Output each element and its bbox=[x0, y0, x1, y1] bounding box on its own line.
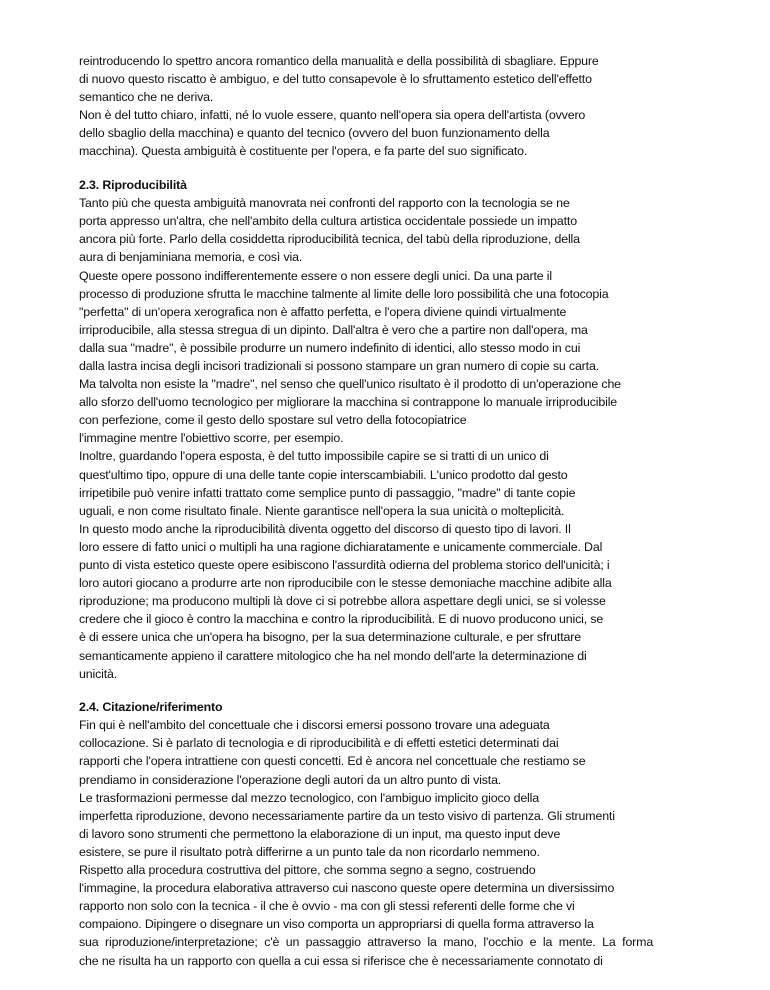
text-line: prendiamo in considerazione l'operazione degli autori da un altro punto di vista. bbox=[79, 772, 502, 787]
section-citazione-riferimento bbox=[79, 698, 719, 969]
text-line: che ne risulta ha un rapporto con quella a cui essa si riferisce che è necessariamente connotato di bbox=[79, 953, 603, 968]
text-line: irripetibile può venire infatti trattato come semplice punto di passaggio, "madre" di tante copie bbox=[79, 485, 576, 500]
section-heading: 2.4. Citazione/riferimento bbox=[79, 700, 223, 715]
text-line: esistere, se pure il risultato potrà differirne a un punto tale da non ricordarlo nemmeno. bbox=[79, 844, 540, 859]
text-line: dello sbaglio della macchina) e quanto del tecnico (ovvero del buon funzionamento della bbox=[79, 126, 550, 141]
text-line: Fin qui è nell'ambito del concettuale che i discorsi emersi possono trovare una adeguata bbox=[79, 718, 550, 733]
text-line: credere che il gioco è contro la macchina e contro la riproducibilità. E di nuovo producono unici, se bbox=[79, 612, 604, 627]
text-line: Inoltre, guardando l'opera esposta, è del tutto impossibile capire se si tratti di un unico di bbox=[79, 449, 549, 464]
text-line: aura di benjaminiana memoria, e così via. bbox=[79, 250, 303, 265]
text-line: irriproducibile, alla stessa stregua di un dipinto. Dall'altra è vero che a partire non dall'opera, ma bbox=[79, 322, 588, 337]
section-riproducibilita bbox=[79, 176, 719, 683]
text-line: Ma talvolta non esiste la "madre", nel senso che quell'unico risultato è il prodotto di un'operazione che bbox=[79, 377, 621, 392]
text-line: processo di produzione sfrutta le macchine talmente al limite delle loro possibilità che una fotocopia bbox=[79, 286, 609, 301]
text-line: allo sforzo dell'uomo tecnologico per migliorare la macchina si contrappone lo manuale irriproducibile bbox=[79, 395, 618, 410]
text-line: loro autori giocano a produrre arte non riproducibile con le stesse demoniache macchine adibite alla bbox=[79, 576, 612, 591]
text-line: loro essere di fatto unici o multipli ha una ragione dichiaratamente e unicamente commerciale. Dal bbox=[79, 539, 603, 554]
text-line: rapporto non solo con la tecnica - il che è ovvio - ma con gli stessi referenti delle forme che vi bbox=[79, 899, 575, 914]
text-line: riproduzione; ma producono multipli là dove ci si potrebbe allora aspettare degli unici, se si volesse bbox=[79, 594, 606, 609]
text-line: Le trasformazioni permesse dal mezzo tecnologico, con l'ambiguo implicito gioco della bbox=[79, 790, 540, 805]
text-line: uguali, e non come risultato finale. Niente garantisce nell'opera la sua unicità o molteplicità. bbox=[79, 503, 565, 518]
text-line: compaiono. Dipingere o disegnare un viso comporta un appropriarsi di quella forma attraverso la bbox=[79, 917, 594, 932]
text-line: sua riproduzione/interpretazione; c'è un passaggio attraverso la mano, l'occhio e la mente. La forma bbox=[79, 935, 654, 950]
text-line: Rispetto alla procedura costruttiva del pittore, che somma segno a segno, costruendo bbox=[79, 863, 536, 878]
text-line: dalla sua "madre", è possibile produrre un numero indefinito di identici, allo stesso modo in cui bbox=[79, 340, 581, 355]
text-line: di lavoro sono strumenti che permettono la elaborazione di un input, ma questo input deve bbox=[79, 826, 561, 841]
text-line: è di essere unica che un'opera ha bisogno, per la sua determinazione culturale, e per sfruttare bbox=[79, 630, 581, 645]
text-line: quest'ultimo tipo, oppure di una delle tante copie interscambiabili. L'unico prodotto dal gesto bbox=[79, 467, 568, 482]
text-line: rapporti che l'opera intrattiene con questi concetti. Ed è ancora nel concettuale che restiamo se bbox=[79, 754, 586, 769]
text-line: Tanto più che questa ambiguità manovrata nei confronti del rapporto con la tecnologia se ne bbox=[79, 196, 570, 211]
text-line: semanticamente appieno il carattere mitologico che ha nel mondo dell'arte la determinazione di bbox=[79, 648, 587, 663]
text-line: unicità. bbox=[79, 666, 118, 681]
text-line: l'immagine mentre l'obiettivo scorre, per esempio. bbox=[79, 431, 344, 446]
paragraph-gap bbox=[79, 161, 719, 177]
paragraph-gap bbox=[79, 683, 719, 699]
intro-paragraphs bbox=[79, 52, 719, 161]
text-line: reintroducendo lo spettro ancora romantico della manualità e della possibilità di sbagliare. Eppure bbox=[79, 54, 599, 68]
text-line: l'immagine, la procedura elaborativa attraverso cui nascono queste opere determina un diversissimo bbox=[79, 881, 615, 896]
section-heading: 2.3. Riproducibilità bbox=[79, 178, 187, 193]
text-line: con perfezione, come il gesto dello spostare sul vetro della fotocopiatrice bbox=[79, 413, 467, 428]
text-line: punto di vista estetico queste opere esibiscono l'assurdità odierna del problema storico dell'unicità; i bbox=[79, 558, 610, 573]
text-line: porta appresso un'altra, che nell'ambito della cultura artistica occidentale possiede un impatto bbox=[79, 214, 577, 229]
text-line: semantico che ne deriva. bbox=[79, 90, 214, 105]
document-page bbox=[79, 52, 719, 970]
text-line: In questo modo anche la riproducibilità diventa oggetto del discorso di questo tipo di lavori. Il bbox=[79, 521, 571, 536]
text-line: ancora più forte. Parlo della cosiddetta riproducibilità tecnica, del tabù della riproduzione, della bbox=[79, 232, 580, 247]
text-line: collocazione. Si è parlato di tecnologia e di riproducibilità e di effetti estetici determinati dai bbox=[79, 736, 559, 751]
text-line: macchina). Questa ambiguità è costituente per l'opera, e fa parte del suo significato. bbox=[79, 144, 528, 159]
text-line: Non è del tutto chiaro, infatti, né lo vuole essere, quanto nell'opera sia opera dell'artista (ovvero bbox=[79, 108, 586, 123]
text-line: di nuovo questo riscatto è ambiguo, e del tutto consapevole è lo sfruttamento estetico dell'effetto bbox=[79, 72, 592, 87]
text-line: "perfetta" di un'opera xerografica non è affatto perfetta, e l'opera diviene quindi virtualmente bbox=[79, 304, 567, 319]
text-line: Queste opere possono indifferentemente essere o non essere degli unici. Da una parte il bbox=[79, 268, 553, 283]
text-line: imperfetta riproduzione, devono necessariamente partire da un testo visivo di partenza. Gli strumenti bbox=[79, 808, 615, 823]
text-line: dalla lastra incisa degli incisori tradizionali si possono stampare un gran numero di copie su carta. bbox=[79, 359, 599, 373]
